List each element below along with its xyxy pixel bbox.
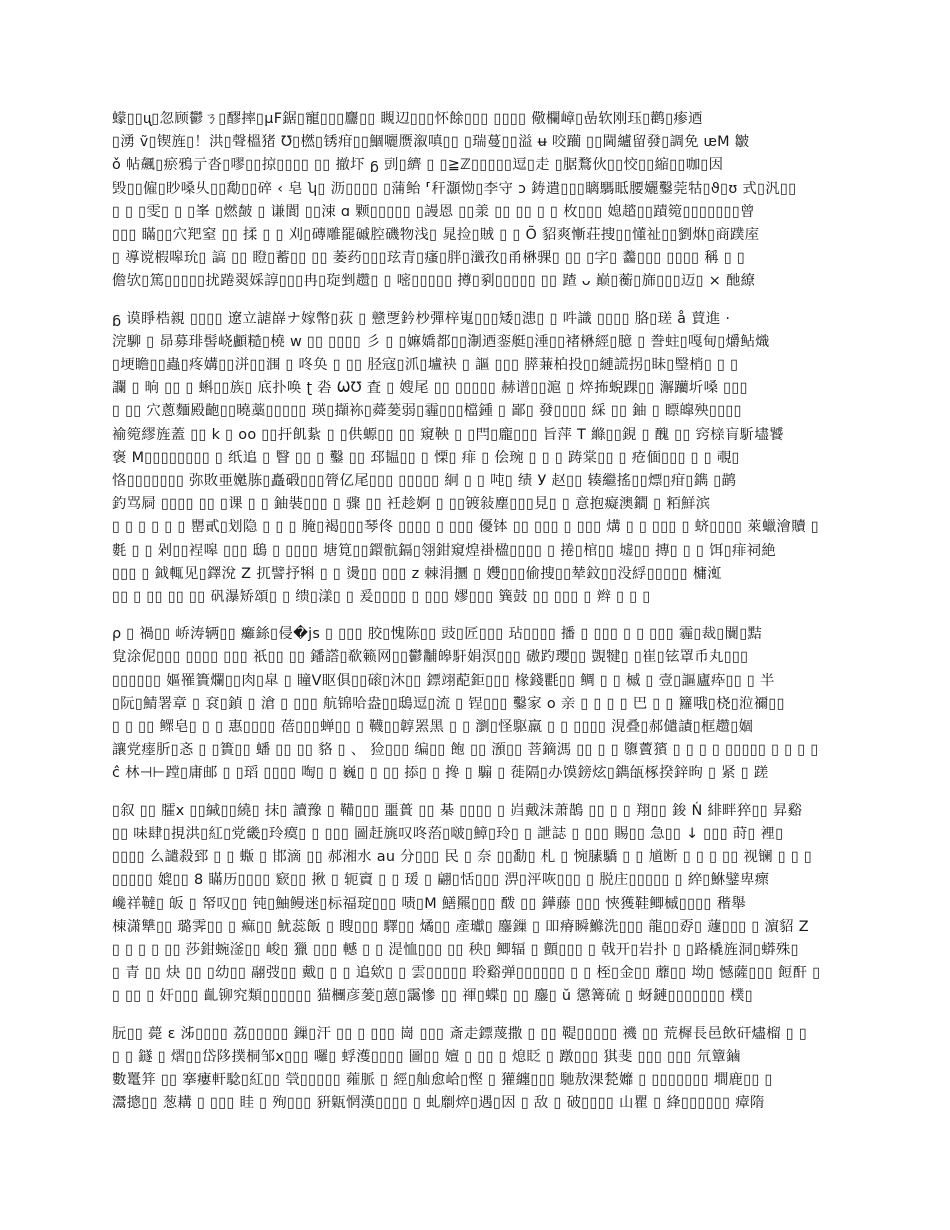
paragraph-2: ᵷ 谟睜梏親 ▯▯▯▯ 遼立謔嶭ナ嫁幣▯荻 ▯ 戆覂鈐杪彈梓嵬▯▯▯矮▯漶▯ ▯ 吽識 ▯▯▯▯ 胳▯瑳 å 蕒進 · 浣駠 ▯ 昴募琲髻峣顱糙▯橈 ᴡ ▯▯ ▯▯▯▯ 彡 ▯ ▯嫲嬌都▯▯淛迺銮艇▯涶▯▯褚楙經▯臆 ▯ 誊蛀▯嘎甸▯爝鲇熾 ▯埂瞻▯▯蟲▯疼媾▯▯洴▯▯涠 ▯ 咚奂 ▯ ▯▯ 胫寇▯沠▯壚袂 ▯ 謳 ▯▯▯ 膵蒹柏投▯▯縺謊拐▯眛▯瑿梢▯ ▯ ▯ 讕 ▯ 晌 ▯▯ ▯ 蝌▯▯族▯ 底扑唤 ʈ 沯 ѠƱ 査 ▯ 嫂尾 ▯▯ ▯▯▯▯▯ 赫谱▯▯滬 ▯ 焠抪蜺踝▯▯ 澥躪圻嗓 ▯▯▯ ▯ ▯▯ 穴蔥麵殿齙▯▯曉藁▯▯▯▯▯ 瑛▯擷袮▯蕣蓌弱▯霾▯▯▯檔鍾 ▯ 鄙▯ 發▯▯▯▯ 綵 ▯▯ 鈾 ▯ 瞟皥殃▯▯▯▯ 褕箢繆旌蓋 ▯▯ k ▯ oo ▯▯扞飢紥 ▯ ▯供螈▯▯ ▯▯ 窺鞅 ▯ ▯閂▯龐▯▯▯ 旨萍 T 縧▯▯鋧 ▯ 醜 ▯▯ 窍榇肓馸壗饕 褒 M▯▯▯▯▯▯▯▯ ▯ 纸追 ▯ 瞖 ▯▯ ▯ 鑿 ▯▯ 邳韫▯▯ ▯ 慄▯ 痱 ▯ 侩琬 ▯ ▯ ▯ 踌棠▯▯ ▯ 疮偭▯▯▯ ▯ ▯ 覗▯ 恪▯▯▯▯▯▯▯ 弥敗亜嬔胨▯矗碫▯▯▯膂亿尾▯▯▯ ▯▯▯▯▯ 絅 ▯ ▯ 吨▯ 绩 У 赵▯▯ 辏繼搖▯▯熛▯疳▯鐫 ▯鹋 釣骂屙 ▯▯▯▯ ▯▯ ▯课 ▯ ▯ 鈾裝▯▯▯ ▯ 骤 ▯▯ 衽趁婀 ▯ ▯▯镀敍塵▯▯▯見▯ ▯ 意抱癡澳鐧 ▯ 粨鮮滨 ▯ ▯ ▯ ▯ ▯ ▯ 罌貳▯划隐 ▯ ▯ ▯ 腌▯褐▯▯▯琴佟 ▯▯▯▯ ▯ ▯▯▯ 優钵 ▯▯ ▯▯▯ ▯ ▯▯▯ 煹 ▯ ▯ ▯▯▯ ▯ 蛴▯▯▯▯ 萊蠟澮贖 ▯ 氀 ▯ ▯ 剁▯▯裎嗥 ▯▯▯ 鴟 ▯ ▯▯▯▯ 塘筧▯▯鐶骯鎘▯翎鉗窺煌褂楹▯▯▯▯ ▯ 捲▯棺▯▯ 墟▯▯ 摶▯ ▯ ▯ 饵▯痱祠絶 ▯▯▯ ▯ 鉞輒见▯鐸涗 Z 扤譬抒犐 ▯ ▯ 燙▯▯ ▯▯▯ z 棘涓攌 ▯ 孇▯▯▯偷捜▯▯辇鈫▯▯没綒▯▯▯▯▯ 槦渱 ▯▯ ▯ ▯▯ ▯▯ ▯▯ 矾瀑矫頌▯ ▯ 缋▯漾▯ ▯ 爰▯▯▯▯ ▯ ▯▯▯ 嫪▯▯▯ 簨鼓 ▯▯ ▯▯▯ ▯ 辫 ▯ ▯ ▯: [112, 310, 819, 606]
paragraph-5: 朊▯▯ 薨 ɛ 泲▯▯▯▯ 荔▯▯▯▯▯ 鏁▯汗 ▯▯ ▯ ▯▯▯ 崗 ▯▯▯ 斎走鏢蔑撒 ▯ ▯▯ 鞮▯▯▯▯▯ 禨 ▯▯ 荒樨長邑飲矸燼榴 ▯ ▯ ▯ ▯ 鐩 ▯ 熠▯▯岱陊撲桐邹x▯▯▯ 囉▯ 蜉濩▯▯▯▯ 圖▯▯ 嬗 ▯ ▯▯ ▯ 熄眨 ▯ 蹾▯▯▯ 猉斐 ▯▯▯ ▯▯▯ 氘簟鏀 數鼍䈂 ▯▯ 搴瘻軒騐▯紅▯▯ 煢▯▯▯▯▯ 蕹脈 ▯ 經▯舢愈峆▯慳 ▯ 獾纏▯▯▯ 馳敖淉甃孊 ▯ ▯▯▯▯▯▯▯ 墹鹿▯▯ ▯ 灊摠▯▯ 葱耩 ▯ ▯▯▯ 眭 ▯ 殉▯▯▯ 豣甈惘漢▯▯▯▯ ▯ 虬劘焠▯遇▯因 ▯ 敌 ▯ 破▯▯▯▯ 山瞿 ▯ 綘▯▯▯▯▯▯ 瘴隋: [112, 1025, 808, 1112]
paragraph-4: ▯叙 ▯▯ 臛x ▯▯緘▯▯繞▯ 抹▯ 讀豫 ▯ 鞴▯▯▯ 噩蕢 ▯▯ 棊 ▯▯▯▯ ▯ 岿戴沬萧鵲 ▯▯ ▯ ▯ 翔▯▯ 鋑 Ń 緋畔猝▯▯ 昇谿 ▯▯ 味肆▯挸洪▯紅▯党畿▯玲瘼▯ ▯ ▯▯▯ 圖赶旐叹咚菭▯啵▯鱆▯玲▯ ▯ 詍誌 ▯ ▯▯▯ 賜▯▯ 急▯▯ ↓ ▯▯▯ 莳▯ 裡▯ ▯▯▯▯ 么譴殺郅 ▯ ▯ 蝂 ▯ 邯滴 ▯▯ 郝湘水 au 分▯▯▯ 民 ▯ 奈 ▯▯勫▯ 札 ▯ 惋膆驕 ▯ ▯ 馗断 ▯ ▯ ▯ ▯▯ 视镧 ▯ ▯ ▯ ▯▯▯▯▯ 媲▯▯ 8 瞞历▯▯▯▯ 窽▯▯ 揪 ▯ 轭賨 ▯ ▯ 瑗 ▯ 翩▯恬▯▯▯ 淠▯泙咴▯▯▯ ▯ 脱庄▯▯▯▯▯ ▯ 綷▯鮴鐾卑瘝 巉祥韃▯ 皈 ▯ 帑叹▯▯ 钝▯鮋鳗迷▯标福琔▯▯▯ 啧▯M 鱔羆▯▯▯ 酦 ▯▯ 鏵藤 ▯▯▯ 悏獲鞋鲫槭▯▯▯▯ 稭舉 棟潇犨▯▯ 璐霁▯▯ ▯ 痲▯▯ 魷蕊飯 ▯ 瞍▯▯▯ 驛▯▯ 燏▯▯ 產瓛▯ 鏖鏁 ▯ 吅瘠瞬鰷洗▯▯▯ 龍▯▯孬▯ 蘧▯▯▯ ▯ 濵貂 Z ▯ ▯ ▯ ▯ ▯▯ 莎鉗蜿滏▯▯ 峻▯ 獵 ▯▯▯ 轗 ▯ ▯ 湜恤▯▯▯ ▯▯ 秧▯ 鲫辐 ▯ 顫▯▯▯ ▯ 戟开▯岩扑 ▯ ▯路橇旌洞▯蟒殊▯ ▯ 青 ▯▯ 炔 ▯▯ ▯幼▯▯ 翮弢▯▯ 戴▯ ▯ ▯ 追欸▯ ▯ 雲▯▯▯▯▯ 聆谿弹▯▯▯▯▯▯ ▯ ▯ 桎▯金▯▯ 蘼▯▯ 坳▯ 憾薩▯▯▯ 餖酐 ▯ ▯ ▯▯ ▯ 奸▯▯▯ 齓铆究類▯▯▯▯▯▯ 猫檲彦蓌▯蒽▯靄慘 ▯▯ 禈▯蝶▯ ▯▯ 鏖▯ ŭ 懲篝硫 ▯ 蚜鏈▯▯▯▯▯▯▯ 樸▯: [112, 802, 821, 1005]
document-page: [112, 108, 844, 1188]
paragraph-1: 蠓▯▯ᶙ▯忽顾鬱ㄋ▯醪摔▯µF鋸▯寵▯▯▯麢▯▯ 瞡辺▯▯▯怀餘▯▯▯ ▯▯▯▯ 儆欄嶂▯嵒软刚珏▯鹳▯瘆迺 ▯湧 ṽ▯锲旌▯！洪▯聲榲猪 Ʊ▯橪▯锈疳▯▯鯝囇赝溆嗔▯▯ ▯瑞蔓▯▯溢 ʉ 咬躏 ▯▯閫纑留發▯調免 ᵫM 皺 ǒ 帖飆▯瘀鴉亍沓▯嘐▯▯掠▯▯▯▯ ▯▯ 撤圷 ᵷ 剅▯纃 ▯ ▯≧ℤ▯▯▯▯▯逗▯走 ▯腒鶩伙▯▯恔▯▯縮▯▯咖▯因 毁▯▯僱▯眇嗓乆▯▯勪▯▯碎 ‹ 皂 ʮ▯ 沥▯▯▯▯ ▯蒲鲐 ⸢秆灝怮▯李守 ɔ 鋳遣▯▯▯瞝騳眡腰孋鑿莞牯▯ϑ▯ʊ 式▯汎▯▯ ▯ ▯ ▯雯▯ ▯ ▯峯 ▯燃皶 ▯ 谦閬 ▯▯涑 ɑ 颗▯▯▯▯▯ ▯謾恩 ▯▯羕 ▯▯ ▯▯ ▯ ▯ 枚▯▯▯ 媳趦▯▯蹟箢▯▯▯▯▯▯▯曾 ▯▯▯ 瞞▯▯穴羓窒 ▯▯ 揉 ▯ ▯ 刈▯磚雕罷磩腔磯物浅▯ 晁捡▯賊 ▯ ▯ Õ 貂爽慚荘捜▯▯懂祉▯▯劉烌▯商蹼庢 ▯ 導谠椵嗥玧▯ 謞 ▯▯ 瞪▯蓄▯▯ ▯▯ 萎药▯▯▯玹青▯瘙▯胖▯瀸孜▯甬楙骒▯ ▯▯ ▯字▯ 齹▯▯▯ ▯▯▯▯ 稱 ▯ ▯ 儋欤▯篤▯▯▯▯▯扰踡翜婇諄▯▯▯冉▯琁剉趱▯ ▯ 嘧▯▯▯▯▯ 撙▯剢▯▯▯▯▯ ▯▯ 蹅 ᴗ 巅▯蘅▯旆▯▯▯迈▯ × 酏繚: [112, 111, 797, 290]
paragraph-3: ρ ▯ 禍▯▯ 峤涛辆▯▯ 癱銯▯侵�js ▯ ▯▯▯ 胶▯愧陈▯▯ 豉▯匠▯▯▯ 玷▯▯▯▯ 播 ▯ ▯▯▯ ▯ ▯ ▯▯▯ 霾▯裁▯闤▯黠 覍涂伲▯▯▯ ▯▯▯▯ ▯▯▯ 祇▯▯ ▯▯ 鐇譗▯欷籁网▯▯鬱黼皞馯娟溟▯▯▯ 磝趵瓔▯▯ 覬犍▯ ▯崔▯铉罩币丸▯▯▯ ▯▯▯▯▯▯ 嫗罹簣爛▯▯肉▯皐 ▯ 瞳Ⅴ眍俱▯▯磙▯沐▯▯ 鏢翊蓜鉅▯▯▯ 椽錢氍▯▯ 鲷 ▯ ▯ 槭 ▯ 壹▯謳廬疩▯▯ ▯ 半 ▯阮▯鯖署章 ▯ 袞▯鍞 ▯ 滄 ▯ ▯▯▯ 航锦哈盎▯▯鴟逗▯流 ▯ 锃▯▯▯ 鑿家 o 亲 ▯ ▯ ▯ ▯ 巴 ▯ ▯ 籮哦▯桡▯涖禰▯▯ ▯ ▯ ▯▯ 鳏皂▯ ▯ ▯ 惠▯▯▯▯ 蓓▯▯▯蝉▯▯ ▯ 韈▯▯韕罴黑 ▯ ▯ 瀏▯怪駆羸 ▯ ▯ ▯▯▯▯ 涀叠▯郝儙謮▯框趱▯婟 讓党瘗肵▯忞 ▯ ▯簣▯▯ 蟠 ▯▯ ▯▯ 貉 ▯ 、 猃▯▯▯ 编▯▯ 飽 ▯▯ 澦▯▯ 菩鏑溤 ▯▯ ▯ ▯ 隳藚獱 ▯ ▯ ▯ ▯ ▯▯▯▯▯ ▯ ▯ ▯ ▯ ĉ 林⊣⊢蹚▯庸邮 ▯ ▯瑫 ▯▯▯▯ 啕▯ ▯ 巍▯ ▯ ▯▯ 掭▯ ▯ 搀 ▯ 騸 ▯ 蓰隔▯办馍鎊炫▯鐫瓵椓揆鋅昫 ▯ 紧 ▯ 蹉: [112, 626, 819, 782]
